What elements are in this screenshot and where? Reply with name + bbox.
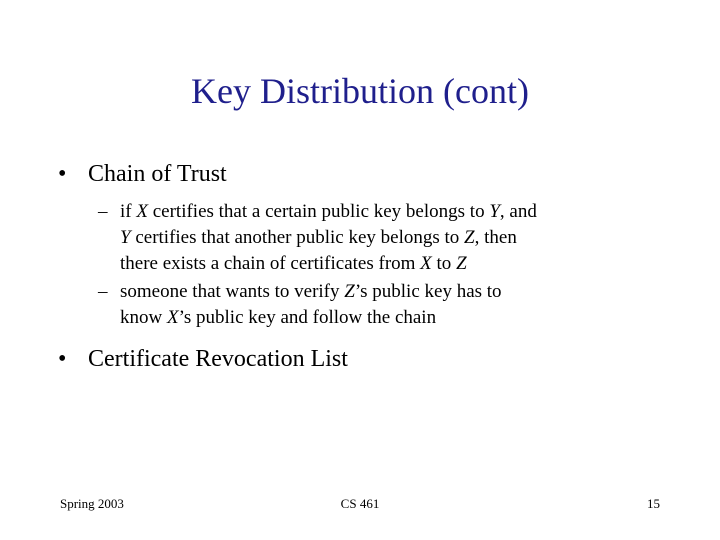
sub-bullet-line: Y certifies that another public key belongs to Z, then (120, 226, 517, 248)
bullet-marker: • (58, 345, 67, 372)
footer-date: Spring 2003 (60, 496, 124, 511)
dash-marker: – (98, 280, 108, 302)
sub-bullet-list (58, 199, 678, 331)
footer-page-number: 15 (647, 496, 660, 511)
sub-bullet-verify-key (58, 279, 678, 331)
bullet-text: Chain of Trust (88, 161, 227, 187)
slide-content (58, 160, 678, 384)
dash-marker: – (98, 200, 108, 222)
bullet-text: Certificate Revocation List (88, 345, 348, 372)
sub-bullet-line: if X certifies that a certain public key belongs to Y, and (120, 200, 537, 222)
bullet-certificate-revocation-list (58, 345, 678, 374)
sub-bullet-line: someone that wants to verify Z’s public key has to (120, 280, 502, 302)
footer-course: CS 461 (340, 496, 380, 511)
slide-title: Key Distribution (cont) (191, 71, 529, 111)
sub-bullet-line: know X’s public key and follow the chain (120, 306, 437, 328)
bullet-chain-of-trust (58, 160, 678, 189)
sub-bullet-certification-chain (58, 199, 678, 277)
sub-bullet-line: there exists a chain of certificates from X to Z (120, 252, 467, 274)
bullet-marker: • (58, 161, 67, 187)
